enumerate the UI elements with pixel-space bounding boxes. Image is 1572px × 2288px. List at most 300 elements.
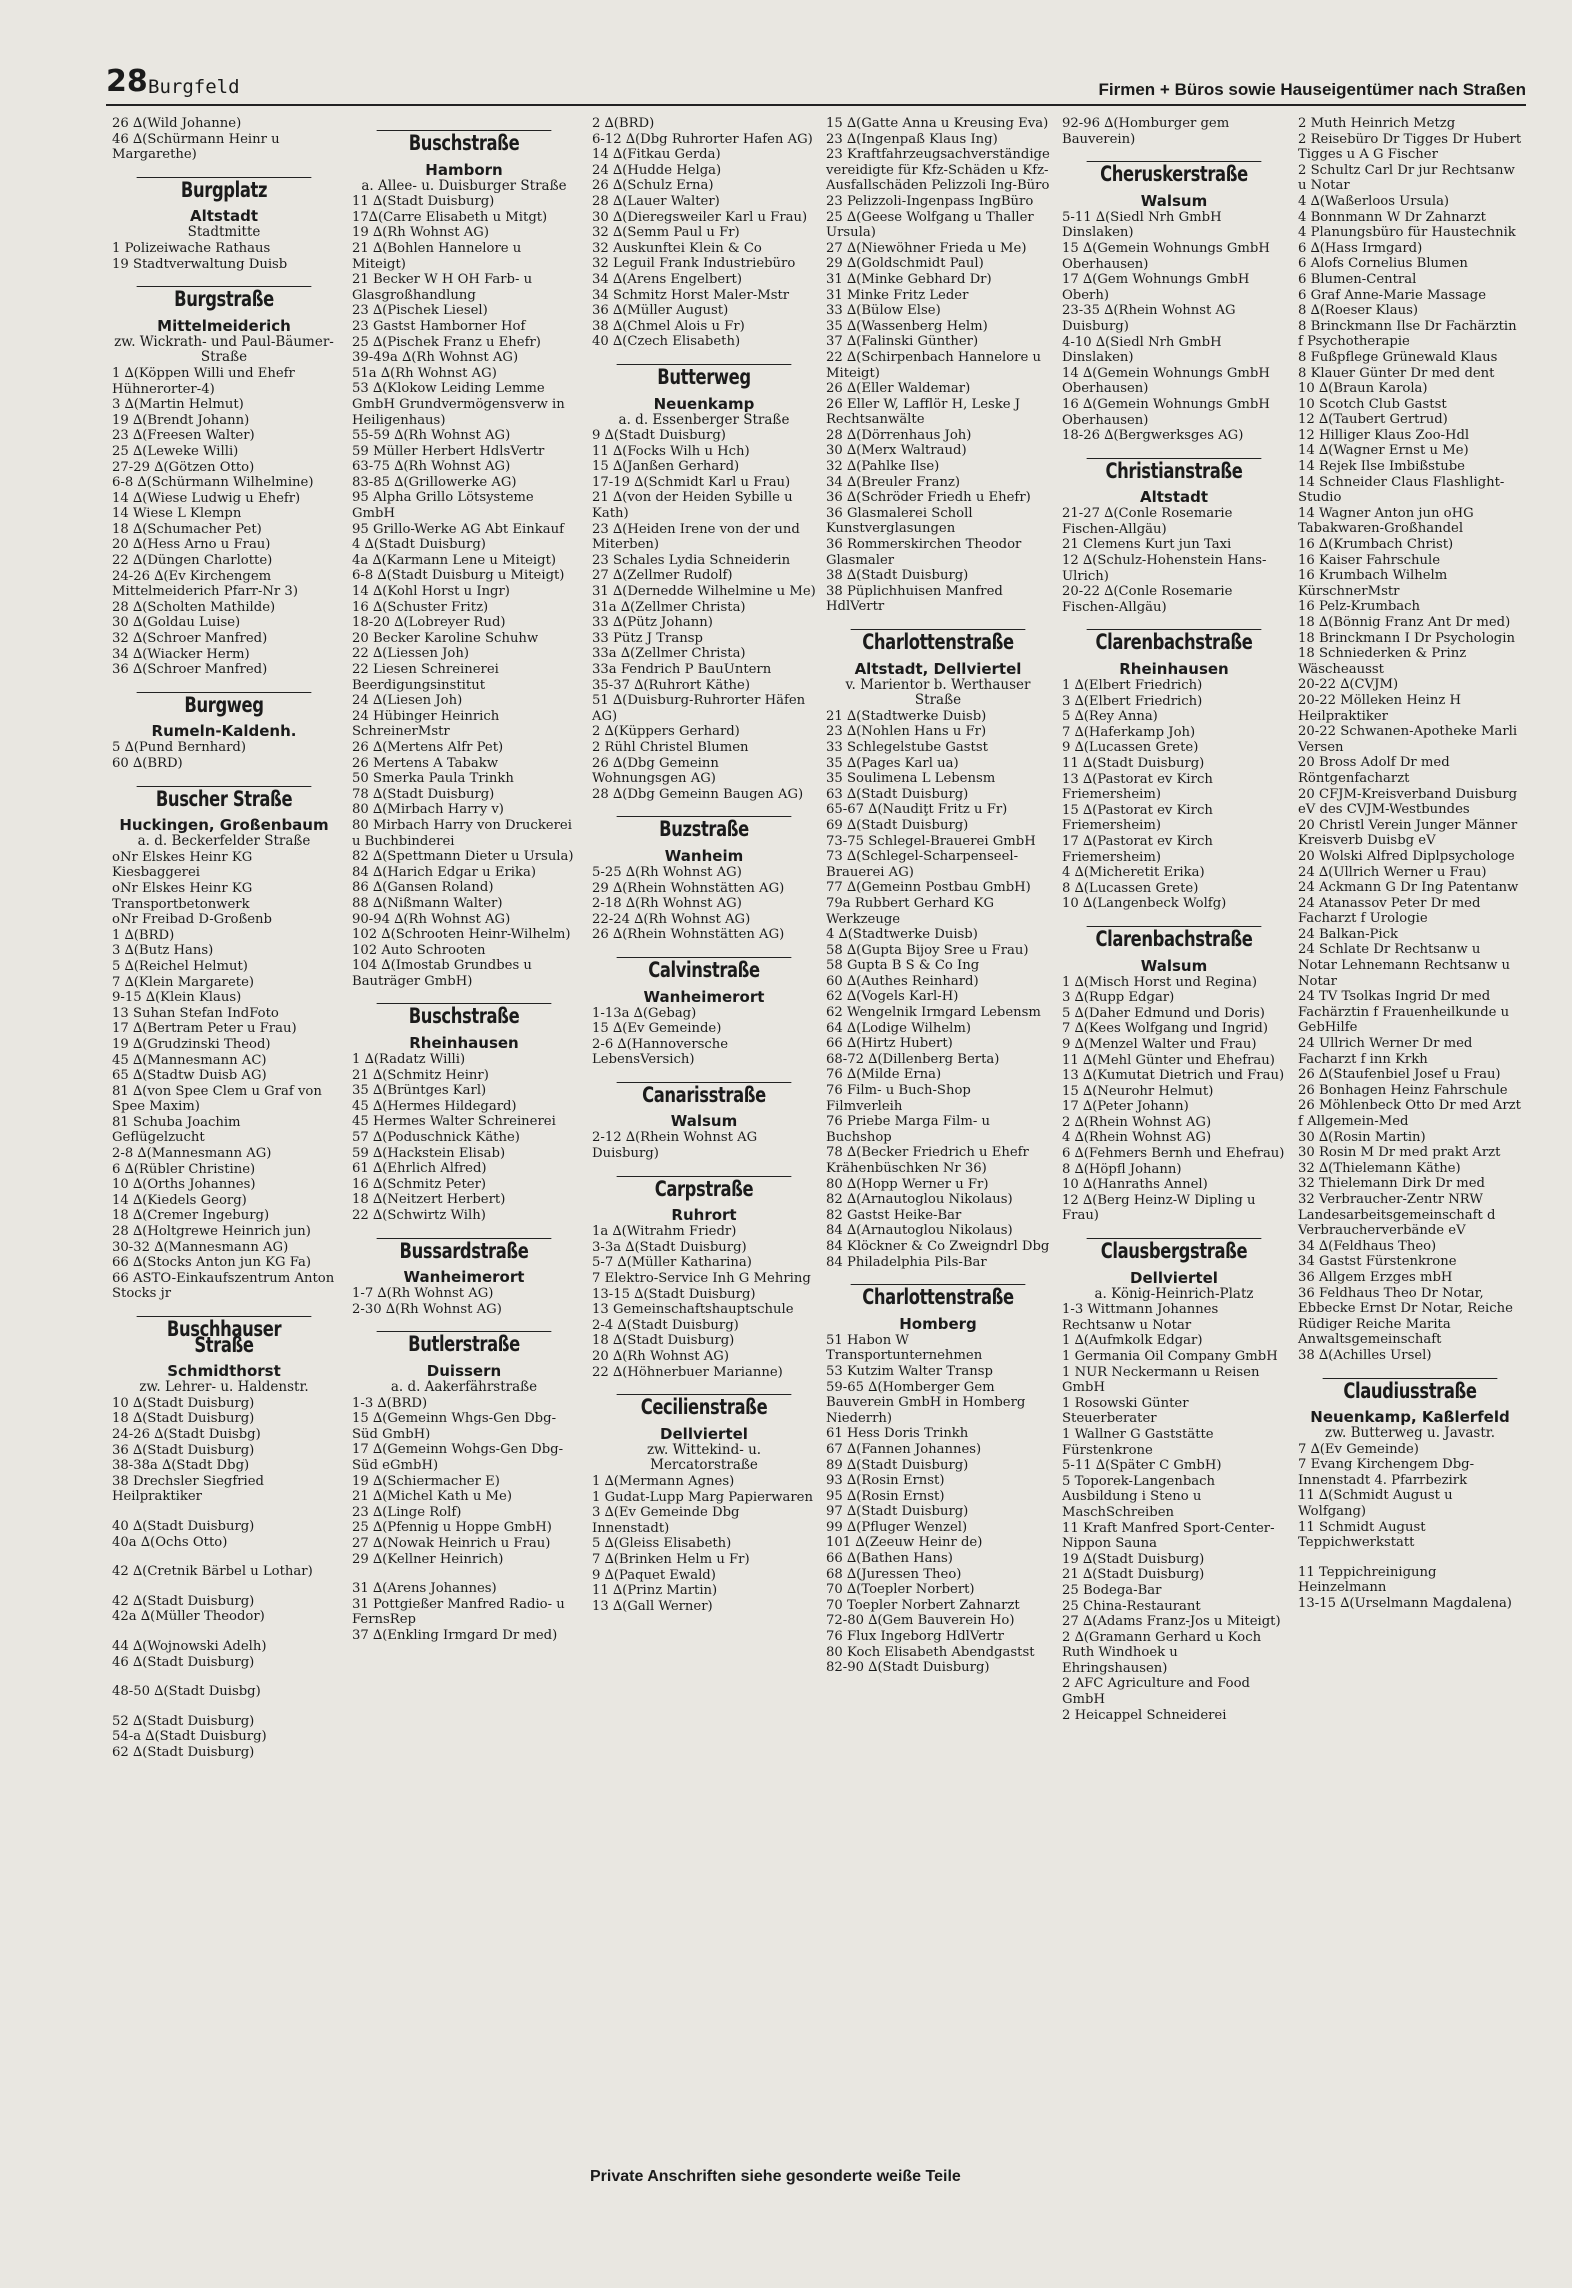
entry-spacer [112, 1700, 336, 1714]
directory-entry: 21 ∆(von der Heiden Sybille u Kath) [592, 490, 793, 522]
directory-entry: 38-38a ∆(Stadt Dbg) [112, 1458, 250, 1474]
directory-entry: 16 Kaiser Fahrschule [1298, 552, 1441, 568]
district-label: Homberg [899, 1314, 977, 1333]
directory-entry: 45 ∆(Hermes Hildegard) [352, 1098, 517, 1114]
directory-entry: 51 ∆(Duisburg-Ruhrorter Häfen AG) [592, 693, 806, 724]
directory-entry: 13 ∆(Pastorat ev Kirch Friemersheim) [1062, 771, 1213, 803]
directory-entry: 33 ∆(Bülow Else) [826, 303, 941, 319]
directory-entry: 25 ∆(Pischek Franz u Ehefr) [352, 334, 541, 350]
directory-entry: 80 ∆(Hopp Werner u Fr) [826, 1176, 989, 1192]
directory-entry: 22 ∆(Liessen Joh) [352, 646, 469, 662]
directory-entry: 8 Fußpflege Grünewald Klaus [1298, 349, 1498, 365]
directory-entry: 16 Pelz-Krumbach [1298, 599, 1421, 615]
directory-entry: 22 Liesen Schreinerei Beerdigungsinstitut [352, 662, 499, 693]
directory-entry: 2 ∆(Küppers Gerhard) [592, 724, 740, 740]
entry-spacer [112, 1670, 336, 1684]
directory-entry: 24 Atanassov Peter Dr med Facharzt f Urologie [1298, 895, 1481, 927]
directory-entry: 32 Leguil Frank Industriebüro [592, 256, 796, 272]
district-label: Walsum [1140, 956, 1208, 975]
directory-entry: 6 Blumen-Central [1298, 271, 1417, 287]
directory-entry: 66 ∆(Stocks Anton jun KG Fa) [112, 1255, 311, 1271]
directory-entry: 10 ∆(Hanraths Annel) [1062, 1177, 1208, 1193]
directory-entry: 35 ∆(Wassenberg Helm) [826, 318, 988, 334]
directory-entry: 1 ∆(Aufmkolk Edgar) [1062, 1333, 1203, 1349]
directory-entry: 2-8 ∆(Mannesmann AG) [112, 1146, 272, 1162]
directory-entry: 30 Rosin M Dr med prakt Arzt [1298, 1145, 1501, 1161]
directory-entry: 6-8 ∆(Stadt Duisburg u Miteigt) [352, 568, 565, 584]
directory-entry: 59-65 ∆(Homberger Gem Bauverein GmbH in Homberg Niederrh) [826, 1379, 1026, 1426]
directory-entry: 31 Minke Fritz Leder [826, 287, 969, 303]
directory-entry: 53 Kutzim Walter Transp [826, 1363, 993, 1379]
street-heading: Butterweg [617, 364, 792, 389]
street-heading: Claudiusstraße [1323, 1378, 1498, 1403]
directory-entry: 76 Priebe Marga Film- u Buchshop [826, 1114, 991, 1145]
directory-entry: 26 ∆(Dbg Gemeinn Wohnungsgen AG) [592, 755, 719, 787]
directory-entry: 31 ∆(Arens Johannes) [352, 1581, 497, 1597]
district-label: Wanheimerort [643, 987, 765, 1006]
directory-entry: 13 ∆(Gall Werner) [592, 1598, 713, 1614]
directory-entry: 45 Hermes Walter Schreinerei [352, 1114, 556, 1130]
directory-entry: 20 Becker Karoline Schuhw [352, 630, 539, 646]
directory-entry: 20 ∆(Rh Wohnst AG) [592, 1349, 729, 1364]
directory-entry: 3 ∆(Elbert Friedrich) [1062, 693, 1203, 709]
directory-entry: 2 ∆(BRD) [592, 116, 655, 131]
directory-entry: 5-7 ∆(Müller Katharina) [592, 1255, 752, 1271]
directory-entry: 13 Gemeinschaftshauptschule [592, 1302, 794, 1318]
directory-entry: 5 ∆(Gleiss Elisabeth) [592, 1536, 732, 1552]
directory-entry: 21 Becker W H OH Farb- u Glasgroßhandlung [352, 272, 533, 303]
directory-entry: 38 Püplichhuisen Manfred HdlVertr [826, 583, 1003, 615]
directory-entry: 46 ∆(Stadt Duisburg) [112, 1654, 255, 1670]
directory-entry: 23 Gastst Hamborner Hof [352, 318, 526, 334]
directory-entry: 6-12 ∆(Dbg Ruhrorter Hafen AG) [592, 131, 813, 147]
directory-entry: 81 Schuba Joachim Geflügelzucht [112, 1114, 241, 1146]
directory-entry: 30 ∆(Dieregsweiler Karl u Frau) [592, 209, 808, 225]
directory-entry: 1 ∆(Köppen Willi und Ehefr Hühnerorter-4) [112, 365, 295, 397]
directory-entry: 89 ∆(Stadt Duisburg) [826, 1457, 969, 1473]
directory-entry: 17 ∆(Peter Johann) [1062, 1099, 1189, 1115]
directory-entry: 99 ∆(Pfluger Wenzel) [826, 1519, 968, 1535]
directory-entry: 26 ∆(Staufenbiel Josef u Frau) [1298, 1067, 1501, 1083]
directory-entry: 84 Philadelphia Pils-Bar [826, 1254, 987, 1270]
directory-entry: 28 ∆(Holtgrewe Heinrich jun) [112, 1224, 311, 1240]
directory-entry: 11 ∆(Stadt Duisburg) [1062, 756, 1205, 771]
entry-spacer [112, 1550, 336, 1564]
directory-entry: 35 Soulimena L Lebensm [826, 771, 996, 787]
directory-entry: 7 ∆(Klein Margarete) [112, 974, 255, 990]
entry-spacer [1298, 1551, 1522, 1565]
directory-entry: 23 ∆(Heiden Irene von der und Miterben) [592, 521, 800, 553]
directory-entry: 10 Scotch Club Gastst [1298, 396, 1447, 412]
directory-entry: 80 ∆(Mirbach Harry v) [352, 802, 504, 818]
directory-entry: 82-90 ∆(Stadt Duisburg) [826, 1660, 990, 1676]
entry-spacer [112, 1505, 336, 1519]
directory-entry: 31a ∆(Zellmer Christa) [592, 599, 746, 615]
district-label: Dellviertel [660, 1424, 748, 1443]
district-label: Hamborn [425, 160, 503, 179]
directory-entry: 102 ∆(Schrooten Heinr-Wilhelm) [352, 927, 571, 943]
street-heading: Christianstraße [1087, 458, 1262, 483]
directory-entry: 4 Bonnmann W Dr Zahnarzt [1298, 209, 1486, 225]
directory-entry: 14 ∆(Wiese Ludwig u Ehefr) [112, 490, 301, 506]
directory-entry: 4 ∆(Stadtwerke Duisb) [826, 927, 978, 943]
directory-entry: 97 ∆(Stadt Duisburg) [826, 1504, 969, 1520]
street-heading: Carpstraße [617, 1176, 792, 1201]
page-number: 28 [106, 64, 148, 99]
directory-entry: 30 ∆(Merx Waltraud) [826, 443, 967, 459]
directory-entry: 45 ∆(Mannesmann AC) [112, 1052, 267, 1068]
directory-entry: 78 ∆(Becker Friedrich u Ehefr Krähenbüschken Nr 36) [826, 1145, 1029, 1176]
directory-entry: 26 Eller W, Lafflör H, Leske J Rechtsanwälte [826, 396, 1021, 428]
directory-entry: 27 ∆(Adams Franz-Jos u Miteigt) [1062, 1614, 1281, 1630]
street-location-note: a. d. Aakerfährstraße [390, 1378, 538, 1395]
street-location-note: a. König-Heinrich-Platz [1094, 1285, 1254, 1302]
directory-entry: 26 ∆(Wild Johanne) [112, 116, 242, 131]
directory-entry: 20 Christl Verein Junger Männer Kreisverb Duisbg eV [1298, 817, 1518, 849]
directory-entry: 18-20 ∆(Lobreyer Rud) [352, 615, 506, 631]
directory-entry: 18 ∆(Cremer Ingeburg) [112, 1208, 270, 1224]
directory-entry: 23 ∆(Ingenpaß Klaus Ing) [826, 131, 998, 147]
directory-entry: 18-26 ∆(Bergwerksges AG) [1062, 428, 1244, 444]
directory-entry: 24 ∆(Liesen Joh) [352, 693, 463, 709]
district-label: Walsum [670, 1112, 738, 1131]
directory-entry: 14 Schneider Claus Flashlight-Studio [1298, 474, 1505, 506]
directory-entry: 38 Drechsler Siegfried Heilpraktiker [112, 1473, 264, 1505]
directory-entry: 18 Schniederken & Prinz Wäscheausst [1298, 646, 1467, 677]
directory-entry: 38 ∆(Achilles Ursel) [1298, 1347, 1432, 1363]
directory-entry: 40 ∆(Czech Elisabeth) [592, 334, 741, 350]
directory-entry: 14 Wiese L Klempn [112, 506, 242, 522]
directory-entry: 66 ASTO-Einkaufszentrum Anton Stocks jr [112, 1270, 335, 1302]
directory-entry: oNr Elskes Heinr KG Transportbetonwerk [112, 880, 253, 912]
directory-entry: 19 ∆(Schiermacher E) [352, 1473, 500, 1489]
directory-entry: 18 Brinckmann I Dr Psychologin [1298, 630, 1515, 646]
directory-entry: 10 ∆(Orths Johannes) [112, 1177, 256, 1193]
directory-entry: 23 Schales Lydia Schneiderin [592, 552, 791, 568]
directory-entry: 24 ∆(Hudde Helga) [592, 162, 722, 178]
directory-entry: 64 ∆(Lodige Wilhelm) [826, 1020, 972, 1036]
district-label: Altstadt, Dellviertel [854, 659, 1022, 678]
directory-entry: 11 ∆(Mehl Günter und Ehefrau) [1062, 1052, 1275, 1068]
directory-entry: 30-32 ∆(Mannesmann AG) [112, 1239, 289, 1255]
directory-entry: 14 ∆(Kiedels Georg) [112, 1192, 247, 1208]
directory-entry: 15 ∆(Gemein Wohnungs GmbH Oberhausen) [1062, 240, 1270, 272]
directory-entry: 24-26 ∆(Ev Kirchengem Mittelmeiderich Pfarr-Nr 3) [112, 568, 298, 600]
directory-entry: 92-96 ∆(Homburger gem Bauverein) [1062, 116, 1230, 147]
directory-entry: 11 Teppichreinigung Heinzelmann [1298, 1564, 1437, 1596]
directory-entry: 81 ∆(von Spee Clem u Graf von Spee Maxim) [112, 1083, 322, 1115]
directory-entry: 40 ∆(Stadt Duisburg) [112, 1518, 255, 1534]
directory-entry: 1-13a ∆(Gebag) [592, 1005, 697, 1021]
directory-entry: 36 Glasmalerei Scholl Kunstverglasungen [826, 505, 973, 537]
directory-entry: 1 Gudat-Lupp Marg Papierwaren [592, 1489, 813, 1505]
directory-entry: 2 Rühl Christel Blumen [592, 739, 749, 755]
street-heading: Buschhauser Straße [137, 1316, 312, 1356]
directory-entry: 30 ∆(Goldau Luise) [112, 615, 241, 631]
district-label: Wanheim [664, 846, 744, 865]
directory-entry: 10 ∆(Braun Karola) [1298, 381, 1428, 397]
directory-entry: 11 Schmidt August Teppichwerkstatt [1298, 1519, 1426, 1551]
directory-entry: 15 ∆(Ev Gemeinde) [592, 1021, 722, 1037]
directory-entry: 34 ∆(Wiacker Herm) [112, 646, 250, 662]
directory-entry: 18 ∆(Stadt Duisburg) [592, 1333, 735, 1349]
directory-entry: 63 ∆(Stadt Duisburg) [826, 786, 969, 802]
directory-entry: 20-22 ∆(Conle Rosemarie Fischen-Allgäu) [1062, 584, 1233, 615]
directory-entry: 3-3a ∆(Stadt Duisburg) [592, 1239, 747, 1255]
directory-entry: 72-80 ∆(Gem Bauverein Ho) [826, 1613, 1015, 1629]
footer-note: Private Anschriften siehe gesonderte weiße Teile [590, 2168, 961, 2185]
directory-entry: 24 Ackmann G Dr Ing Patentanw [1298, 880, 1519, 896]
directory-entry: 32 Verbraucher-Zentr NRW Landesarbeitsgemeinschaft d Verbraucherverbände eV [1298, 1191, 1496, 1239]
directory-entry: 20-22 Mölleken Heinz H Heilpraktiker [1298, 692, 1462, 724]
directory-entry: oNr Elskes Heinr KG Kiesbaggerei [112, 849, 253, 881]
directory-entry: 70 Toepler Norbert Zahnarzt [826, 1597, 1020, 1613]
directory-entry: 38 ∆(Stadt Duisburg) [826, 568, 969, 584]
directory-entry: 8 ∆(Höpfl Johann) [1062, 1161, 1182, 1177]
directory-entry: 2-12 ∆(Rhein Wohnst AG Duisburg) [592, 1130, 758, 1162]
directory-entry: 59 ∆(Hackstein Elisab) [352, 1145, 506, 1161]
directory-entry: 9-15 ∆(Klein Klaus) [112, 990, 242, 1006]
directory-entry: 20 ∆(Hess Arno u Frau) [112, 537, 271, 553]
directory-entry: 29 ∆(Rhein Wohnstätten AG) [592, 880, 785, 896]
directory-entry: 7 Evang Kirchengem Dbg-Innenstadt 4. Pfarrbezirk [1298, 1457, 1475, 1488]
directory-entry: 65-67 ∆(Naudiţt Fritz u Fr) [826, 802, 1008, 818]
directory-entry: 26 Möhlenbeck Otto Dr med Arzt f Allgemein-Med [1298, 1098, 1521, 1129]
column-4 [826, 116, 1050, 1676]
directory-entry: 2 AFC Agriculture and Food GmbH [1062, 1676, 1250, 1708]
column-3 [592, 116, 816, 1614]
street-heading: Buscher Straße [137, 786, 312, 811]
column-5 [1062, 116, 1286, 1723]
directory-entry: 35 ∆(Brüntges Karl) [352, 1083, 487, 1099]
directory-entry: 6 ∆(Hass Irmgard) [1298, 240, 1423, 256]
directory-entry: 1 ∆(Mermann Agnes) [592, 1473, 735, 1489]
street-heading: Charlottenstraße [851, 1284, 1026, 1309]
directory-entry: 80 Koch Elisabeth Abendgastst [826, 1644, 1035, 1660]
directory-entry: 25 Bodega-Bar [1062, 1582, 1162, 1598]
directory-entry: 55-59 ∆(Rh Wohnst AG) [352, 428, 511, 444]
street-location-note: zw. Butterweg u. Javastr. [1324, 1425, 1496, 1442]
directory-entry: 15 ∆(Gatte Anna u Kreusing Eva) [826, 116, 1049, 131]
directory-entry: 21 ∆(Stadt Duisburg) [1062, 1567, 1205, 1583]
district-label: Schmidthorst [167, 1362, 281, 1381]
directory-entry: 29 ∆(Goldschmidt Paul) [826, 256, 984, 272]
directory-entry: 4 ∆(Stadt Duisburg) [352, 537, 486, 553]
directory-entry: 4 ∆(Waßerloos Ursula) [1298, 193, 1450, 209]
directory-entry: 4-10 ∆(Siedl Nrh GmbH Dinslaken) [1062, 334, 1222, 366]
street-heading: Buschstraße [377, 130, 552, 155]
street-heading: Butlerstraße [377, 1331, 552, 1356]
directory-entry: 7 ∆(Haferkamp Joh) [1062, 724, 1196, 740]
directory-entry: 15 ∆(Pastorat ev Kirch Friemersheim) [1062, 802, 1213, 834]
column-2 [352, 116, 576, 1643]
directory-entry: 61 ∆(Ehrlich Alfred) [352, 1161, 487, 1177]
directory-entry: 14 ∆(Fitkau Gerda) [592, 147, 721, 163]
directory-entry: 23-35 ∆(Rhein Wohnst AG Duisburg) [1062, 303, 1236, 334]
directory-entry: 20-22 ∆(CVJM) [1298, 677, 1399, 693]
directory-entry: 63-75 ∆(Rh Wohnst AG) [352, 459, 511, 475]
directory-entry: 18 ∆(Bönnig Franz Ant Dr med) [1298, 615, 1511, 630]
street-heading: Charlottenstraße [851, 629, 1026, 654]
directory-entry: 16 ∆(Gemein Wohnungs GmbH Oberhausen) [1062, 396, 1270, 428]
directory-entry: 62 ∆(Vogels Karl-H) [826, 989, 959, 1005]
directory-entry: 77 ∆(Gemeinn Postbau GmbH) [826, 880, 1031, 896]
street-location-note: a. d. Essenberger Straße [618, 411, 790, 428]
directory-entry: 34 ∆(Breuler Franz) [826, 474, 961, 490]
directory-entry: 1 Rosowski Günter Steuerberater [1062, 1395, 1189, 1427]
directory-entry: 29 ∆(Kellner Heinrich) [352, 1551, 504, 1567]
entry-spacer [112, 1580, 336, 1594]
district-label: Mittelmeiderich [157, 316, 291, 335]
directory-entry: 76 Film- u Buch-Shop Filmverleih [826, 1083, 971, 1114]
directory-entry: 2 Reisebüro Dr Tigges Dr Hubert Tigges u A G Fischer [1298, 131, 1522, 163]
directory-entry: 95 Alpha Grillo Lötsysteme GmbH [352, 490, 534, 522]
directory-entry: 13-15 ∆(Stadt Duisburg) [592, 1286, 756, 1302]
directory-entry: 33 Schlegelstube Gastst [826, 739, 988, 755]
directory-entry: 17 ∆(Pastorat ev Kirch Friemersheim) [1062, 833, 1213, 865]
section-heading: Firmen + Büros sowie Hauseigentümer nach Straßen [1098, 80, 1526, 99]
directory-entry: 20 Bross Adolf Dr med Röntgenfacharzt [1298, 755, 1450, 786]
directory-entry: 18 ∆(Schumacher Pet) [112, 521, 262, 537]
directory-entry: 1 Polizeiwache Rathaus [112, 240, 271, 256]
entry-spacer [352, 1567, 576, 1581]
directory-entry: 5-25 ∆(Rh Wohnst AG) [592, 864, 742, 880]
directory-entry: 16 ∆(Schuster Fritz) [352, 599, 489, 615]
directory-entry: 36 ∆(Schroer Manfred) [112, 662, 268, 678]
directory-entry: 58 Gupta B S & Co Ing [826, 958, 980, 974]
directory-entry: 17-19 ∆(Schmidt Karl u Frau) [592, 474, 791, 490]
directory-entry: 14 Rejek Ilse Imbißstube [1298, 459, 1465, 475]
directory-entry: 15 ∆(Gemeinn Whgs-Gen Dbg-Süd GmbH) [352, 1411, 557, 1442]
district-label: Ruhrort [671, 1206, 737, 1225]
directory-entry: 93 ∆(Rosin Ernst) [826, 1473, 945, 1489]
directory-entry: 2-4 ∆(Stadt Duisburg) [592, 1317, 739, 1333]
directory-entry: 20 Wolski Alfred Diplpsychologe [1298, 848, 1515, 864]
directory-entry: 68-72 ∆(Dillenberg Berta) [826, 1051, 1000, 1067]
directory-entry: 23 ∆(Freesen Walter) [112, 428, 255, 444]
page-header [106, 60, 1526, 106]
directory-entry: 70 ∆(Toepler Norbert) [826, 1582, 975, 1598]
directory-entry: 11 ∆(Prinz Martin) [592, 1583, 718, 1599]
directory-entry: 46 ∆(Schürmann Heinr u Margarethe) [112, 131, 280, 163]
directory-entry: 44 ∆(Wojnowski Adelh) [112, 1638, 267, 1654]
directory-entry: 14 ∆(Kohl Horst u Ingr) [352, 584, 510, 600]
directory-entry: 82 Gastst Heike-Bar [826, 1207, 962, 1223]
directory-entry: 1 ∆(BRD) [112, 927, 175, 943]
directory-entry: 101 ∆(Zeeuw Heinr de) [826, 1535, 983, 1551]
directory-entry: 5 ∆(Pund Bernhard) [112, 740, 246, 756]
directory-entry: 22 ∆(Düngen Charlotte) [112, 553, 273, 569]
directory-entry: 1-7 ∆(Rh Wohnst AG) [352, 1286, 494, 1302]
directory-entry: 14 Wagner Anton jun oHG Tabakwaren-Großhandel [1298, 505, 1474, 537]
directory-entry: 76 Flux Ingeborg HdlVertr [826, 1629, 1004, 1645]
directory-entry: 1a ∆(Witrahm Friedr) [592, 1224, 737, 1240]
directory-entry: 3 ∆(Rupp Edgar) [1062, 990, 1175, 1006]
directory-entry: 1 ∆(Elbert Friedrich) [1062, 678, 1203, 694]
street-heading: Burgplatz [137, 177, 312, 202]
directory-entry: 27-29 ∆(Götzen Otto) [112, 459, 255, 475]
directory-entry: 26 ∆(Eller Waldemar) [826, 381, 971, 397]
district-label: Neuenkamp, Kaßlerfeld [1310, 1408, 1510, 1427]
directory-entry: 73 ∆(Schlegel-Scharpenseel-Brauerei AG) [826, 849, 1019, 880]
directory-entry: 23 Pelizzoli-Ingenpass IngBüro [826, 193, 1034, 209]
directory-entry: 22-24 ∆(Rh Wohnst AG) [592, 911, 751, 927]
directory-entry: 14 ∆(Wagner Ernst u Me) [1298, 443, 1469, 459]
directory-entry: 6 ∆(Rübler Christine) [112, 1161, 256, 1177]
directory-entry: 6 Alofs Cornelius Blumen [1298, 256, 1468, 272]
directory-entry: 2-18 ∆(Rh Wohnst AG) [592, 896, 742, 912]
directory-entry: 19 ∆(Stadt Duisburg) [1062, 1551, 1205, 1567]
directory-entry: 59 Müller Herbert HdlsVertr [352, 443, 545, 459]
directory-entry: 15 ∆(Janßen Gerhard) [592, 459, 740, 475]
directory-entry: 4 ∆(Rhein Wohnst AG) [1062, 1130, 1212, 1146]
directory-entry: oNr Freibad D-Großenb [112, 912, 272, 928]
directory-entry: 36 Rommerskirchen Theodor Glasmaler [826, 537, 1022, 568]
street-location-note: Stadtmitte [187, 224, 261, 241]
directory-entry: 27 ∆(Nowak Heinrich u Frau) [352, 1535, 551, 1551]
entry-spacer [112, 1625, 336, 1639]
directory-entry: 25 ∆(Leweke Willi) [112, 443, 239, 459]
directory-entry: 95 ∆(Rosin Ernst) [826, 1488, 945, 1504]
directory-entry: 26 ∆(Rhein Wohnstätten AG) [592, 927, 785, 943]
directory-entry: 23 ∆(Linge Rolf) [352, 1504, 462, 1520]
directory-entry: 16 ∆(Schmitz Peter) [352, 1176, 487, 1192]
directory-entry: 78 ∆(Stadt Duisburg) [352, 786, 495, 802]
directory-entry: 15 ∆(Neurohr Helmut) [1062, 1083, 1214, 1099]
directory-entry: 9 ∆(Lucassen Grete) [1062, 740, 1199, 756]
directory-entry: 88 ∆(Nißmann Walter) [352, 895, 503, 911]
directory-entry: 34 Gastst Fürstenkrone [1298, 1254, 1457, 1270]
directory-entry: 39-49a ∆(Rh Wohnst AG) [352, 350, 519, 366]
directory-entry: 21 ∆(Michel Kath u Me) [352, 1489, 512, 1505]
street-location-note: zw. Wittekind- u. Mercatorstraße [646, 1441, 762, 1474]
directory-entry: 33 ∆(Pütz Johann) [592, 615, 713, 631]
directory-entry: 42 ∆(Cretnik Bärbel u Lothar) [112, 1564, 313, 1580]
district-label: Dellviertel [1130, 1268, 1218, 1287]
street-heading: Burgweg [137, 692, 312, 717]
directory-entry: 1 NUR Neckermann u Reisen GmbH [1062, 1364, 1260, 1396]
directory-entry: 36 ∆(Stadt Duisburg) [112, 1442, 255, 1458]
district-label: Rumeln-Kaldenh. [151, 722, 297, 741]
directory-entry: 53 ∆(Klokow Leiding Lemme GmbH Grundvermögensverw in Heiligenhaus) [352, 381, 565, 428]
directory-entry: 34 ∆(Arens Engelbert) [592, 271, 742, 287]
directory-entry: 69 ∆(Stadt Duisburg) [826, 817, 969, 833]
directory-entry: 8 Brinckmann Ilse Dr Fachärztin f Psychotherapie [1298, 318, 1517, 350]
directory-entry: 2-30 ∆(Rh Wohnst AG) [352, 1301, 502, 1317]
directory-entry: 22 ∆(Höhnerbuer Marianne) [592, 1364, 783, 1380]
directory-entry: 6 ∆(Fehmers Bernh und Ehefrau) [1062, 1146, 1285, 1162]
directory-entry: 82 ∆(Spettmann Dieter u Ursula) [352, 849, 574, 865]
directory-entry: 32 ∆(Schroer Manfred) [112, 631, 268, 647]
directory-entry: 62 ∆(Stadt Duisburg) [112, 1744, 255, 1760]
directory-entry: 25 China-Restaurant [1062, 1598, 1201, 1614]
directory-entry: 6 Graf Anne-Marie Massage [1298, 287, 1487, 303]
street-heading: Cecilienstraße [617, 1394, 792, 1419]
directory-entry: 79a Rubbert Gerhard KG Werkzeuge [826, 895, 995, 927]
directory-entry: 21-27 ∆(Conle Rosemarie Fischen-Allgäu) [1062, 506, 1233, 537]
directory-entry: 42 ∆(Stadt Duisburg) [112, 1593, 255, 1609]
directory-entry: 54-a ∆(Stadt Duisburg) [112, 1729, 267, 1745]
directory-entry: 32 ∆(Thielemann Käthe) [1298, 1160, 1461, 1176]
street-location-note: a. Allee- u. Duisburger Straße [361, 177, 567, 194]
district-label: Wanheimerort [403, 1268, 525, 1287]
street-heading: Burgstraße [137, 286, 312, 311]
street-location-note: v. Marientor b. Werthauser Straße [845, 676, 1031, 709]
directory-entry: 5 ∆(Rey Anna) [1062, 709, 1158, 725]
directory-entry: 60 ∆(Authes Reinhard) [826, 973, 979, 989]
directory-entry: 17 ∆(Bertram Peter u Frau) [112, 1021, 297, 1037]
directory-entry: 83-85 ∆(Grillowerke AG) [352, 474, 517, 490]
